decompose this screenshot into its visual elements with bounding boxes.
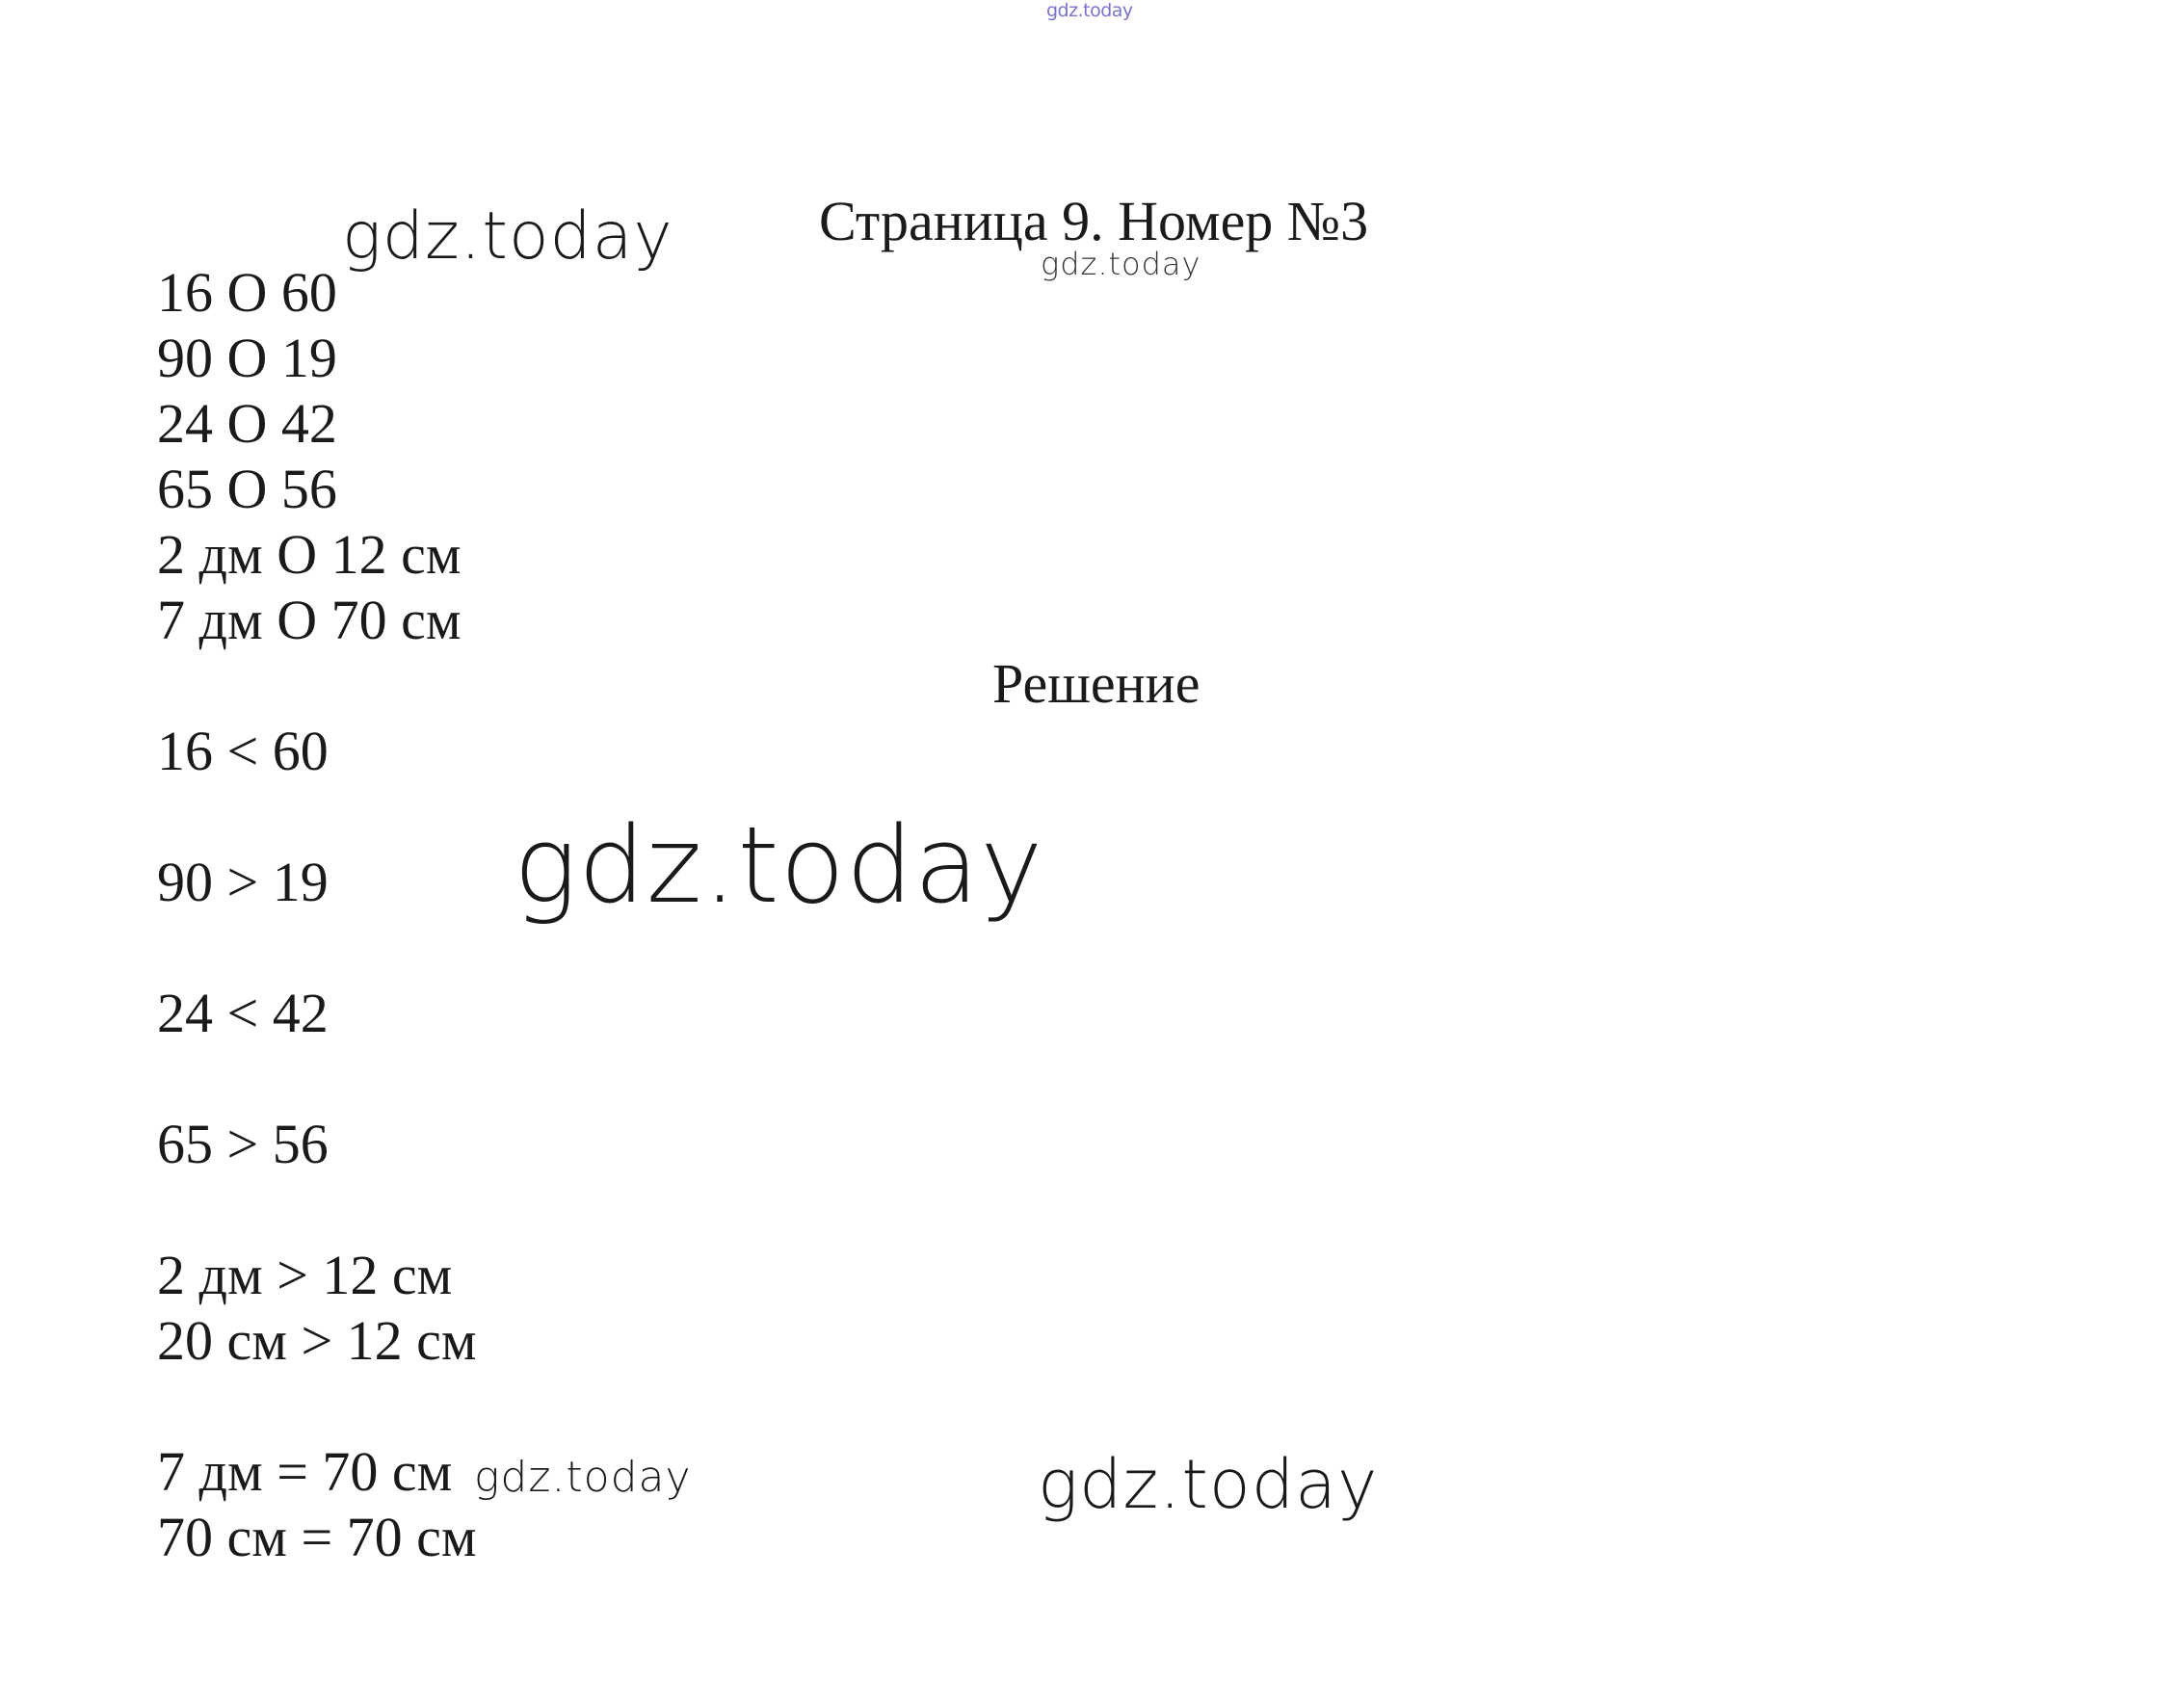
solution-line: 70 см = 70 см [157,1506,477,1568]
solution-line: 20 см > 12 см [157,1309,477,1372]
solution-line: 16 < 60 [157,720,329,782]
page-title: Страница 9. Номер №3 [819,190,1369,252]
watermark: gdz.today [342,198,673,275]
watermark: gdz.today [1041,246,1201,282]
task-line: 2 дм О 12 см [157,523,462,586]
solution-line: 2 дм > 12 см [157,1244,453,1306]
solution-line: 7 дм = 70 см [157,1440,453,1503]
task-line: 7 дм О 70 см [157,589,462,651]
solution-line: 65 > 56 [157,1113,329,1175]
solution-heading: Решение [992,652,1201,715]
task-line: 90 О 19 [157,327,337,389]
task-line: 24 О 42 [157,392,337,455]
watermark: gdz.today [1038,1445,1379,1524]
task-line: 16 О 60 [157,261,337,324]
solution-line: 24 < 42 [157,982,329,1044]
task-line: 65 О 56 [157,458,337,520]
solution-line: 90 > 19 [157,851,329,913]
watermark: gdz.today [514,803,1044,927]
watermark: gdz.today [474,1453,692,1502]
top-watermark: gdz.today [1046,0,1133,21]
